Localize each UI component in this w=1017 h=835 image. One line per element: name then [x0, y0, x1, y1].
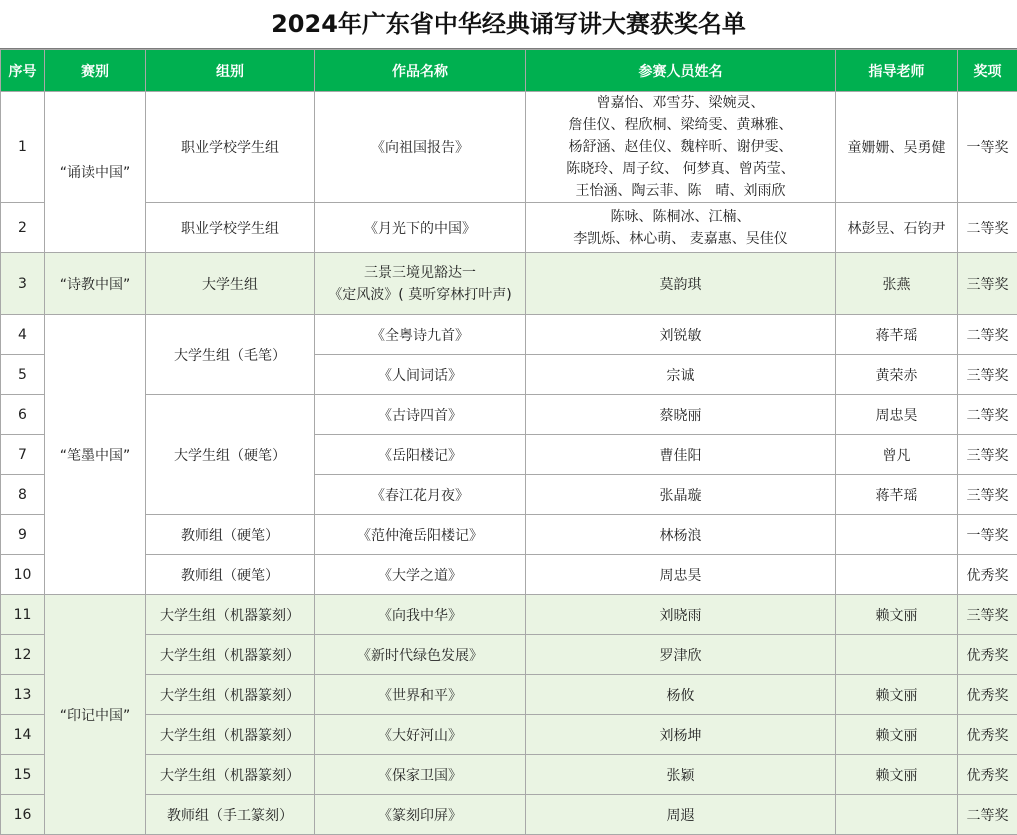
- table-row: [1, 715, 1017, 755]
- cell-teacher: [836, 515, 958, 555]
- name-line: 王怡涵、陶云菲、陈 晴、刘雨欣: [526, 180, 835, 202]
- cell-names: 张颖: [526, 755, 836, 795]
- table-row: [1, 795, 1017, 835]
- cell-work: 《范仲淹岳阳楼记》: [315, 515, 526, 555]
- cell-teacher: 曾凡: [836, 435, 958, 475]
- cell-award: 优秀奖: [958, 675, 1017, 715]
- cell-teacher: 林彭昱、石钧尹: [836, 203, 958, 253]
- cell-teacher: [836, 635, 958, 675]
- cell-names: 曹佳阳: [526, 435, 836, 475]
- cell-no: 14: [1, 715, 45, 755]
- cell-no: 11: [1, 595, 45, 635]
- cell-teacher: 赖文丽: [836, 755, 958, 795]
- table-row: [1, 315, 1017, 355]
- cell-award: 优秀奖: [958, 555, 1017, 595]
- cell-work: 《月光下的中国》: [315, 203, 526, 253]
- cell-work: 《向我中华》: [315, 595, 526, 635]
- header-group: 组别: [146, 50, 315, 92]
- table-row: [1, 675, 1017, 715]
- cell-category: “笔墨中国”: [45, 315, 146, 595]
- cell-names: [526, 92, 836, 203]
- name-line: 陈咏、陈桐冰、江楠、: [526, 206, 835, 228]
- page-title: 2024年广东省中华经典诵写讲大赛获奖名单: [0, 0, 1017, 49]
- cell-award: 二等奖: [958, 315, 1017, 355]
- header-category: 赛别: [45, 50, 146, 92]
- cell-no: 9: [1, 515, 45, 555]
- cell-no: 4: [1, 315, 45, 355]
- cell-work: 《岳阳楼记》: [315, 435, 526, 475]
- header-names: 参赛人员姓名: [526, 50, 836, 92]
- cell-names: 刘杨坤: [526, 715, 836, 755]
- work-line: 《定风波》( 莫听穿林打叶声): [315, 284, 525, 306]
- cell-work: 《人间词话》: [315, 355, 526, 395]
- cell-work: [315, 253, 526, 315]
- cell-group: 大学生组（机器篆刻）: [146, 675, 315, 715]
- cell-work: 《大学之道》: [315, 555, 526, 595]
- cell-group: 教师组（手工篆刻）: [146, 795, 315, 835]
- header-award: 奖项: [958, 50, 1017, 92]
- cell-teacher: 张燕: [836, 253, 958, 315]
- cell-names: 张晶璇: [526, 475, 836, 515]
- name-line: 陈晓玲、周子纹、 何梦真、曾芮莹、: [526, 158, 835, 180]
- cell-names: 林杨浪: [526, 515, 836, 555]
- cell-no: 16: [1, 795, 45, 835]
- table-row: [1, 635, 1017, 675]
- cell-teacher: 赖文丽: [836, 675, 958, 715]
- cell-category: “印记中国”: [45, 595, 146, 835]
- cell-group: 大学生组: [146, 253, 315, 315]
- cell-no: 8: [1, 475, 45, 515]
- cell-group: 大学生组（硬笔）: [146, 395, 315, 515]
- cell-no: 15: [1, 755, 45, 795]
- cell-work: 《向祖国报告》: [315, 92, 526, 203]
- cell-group: 职业学校学生组: [146, 203, 315, 253]
- cell-award: 二等奖: [958, 203, 1017, 253]
- cell-no: 1: [1, 92, 45, 203]
- table-row: [1, 555, 1017, 595]
- cell-award: 一等奖: [958, 515, 1017, 555]
- name-line: 詹佳仪、程欣桐、梁绮雯、黄琳雅、: [526, 114, 835, 136]
- cell-names: 周遐: [526, 795, 836, 835]
- header-work: 作品名称: [315, 50, 526, 92]
- cell-teacher: [836, 795, 958, 835]
- cell-group: 教师组（硬笔）: [146, 555, 315, 595]
- cell-award: 优秀奖: [958, 755, 1017, 795]
- table-row: [1, 595, 1017, 635]
- cell-work: 《大好河山》: [315, 715, 526, 755]
- name-line: 杨舒涵、赵佳仪、魏梓昕、谢伊雯、: [526, 136, 835, 158]
- cell-group: 大学生组（机器篆刻）: [146, 715, 315, 755]
- table-row: [1, 92, 1017, 203]
- cell-no: 3: [1, 253, 45, 315]
- cell-award: 一等奖: [958, 92, 1017, 203]
- table-row: [1, 515, 1017, 555]
- cell-names: 蔡晓丽: [526, 395, 836, 435]
- cell-no: 10: [1, 555, 45, 595]
- cell-no: 2: [1, 203, 45, 253]
- cell-award: 优秀奖: [958, 715, 1017, 755]
- cell-names: 刘锐敏: [526, 315, 836, 355]
- table-row: [1, 755, 1017, 795]
- table-row: [1, 253, 1017, 315]
- cell-teacher: 周忠昊: [836, 395, 958, 435]
- cell-group: 大学生组（机器篆刻）: [146, 635, 315, 675]
- cell-teacher: 蒋芊瑶: [836, 475, 958, 515]
- cell-work: 《新时代绿色发展》: [315, 635, 526, 675]
- cell-names: 莫韵琪: [526, 253, 836, 315]
- cell-category: “诵读中国”: [45, 92, 146, 253]
- cell-names: 周忠昊: [526, 555, 836, 595]
- cell-group: 职业学校学生组: [146, 92, 315, 203]
- cell-teacher: 黄荣赤: [836, 355, 958, 395]
- table-header-row: [1, 50, 1017, 92]
- cell-award: 三等奖: [958, 355, 1017, 395]
- cell-names: 杨攸: [526, 675, 836, 715]
- cell-award: 三等奖: [958, 475, 1017, 515]
- cell-award: 三等奖: [958, 435, 1017, 475]
- name-line: 曾嘉怡、邓雪芬、梁婉灵、: [526, 92, 835, 114]
- cell-work: 《春江花月夜》: [315, 475, 526, 515]
- cell-award: 三等奖: [958, 253, 1017, 315]
- cell-category: “诗教中国”: [45, 253, 146, 315]
- cell-no: 7: [1, 435, 45, 475]
- cell-group: 教师组（硬笔）: [146, 515, 315, 555]
- cell-no: 13: [1, 675, 45, 715]
- cell-teacher: 赖文丽: [836, 715, 958, 755]
- cell-teacher: [836, 555, 958, 595]
- cell-no: 5: [1, 355, 45, 395]
- name-line: 李凯烁、林心萌、 麦嘉惠、吴佳仪: [526, 228, 835, 250]
- cell-award: 二等奖: [958, 795, 1017, 835]
- table-row: [1, 395, 1017, 435]
- cell-names: 罗津欣: [526, 635, 836, 675]
- award-table: [0, 49, 1017, 835]
- header-teacher: 指导老师: [836, 50, 958, 92]
- cell-no: 6: [1, 395, 45, 435]
- cell-work: 《古诗四首》: [315, 395, 526, 435]
- cell-work: 《保家卫国》: [315, 755, 526, 795]
- cell-teacher: 童姗姗、吴勇健: [836, 92, 958, 203]
- cell-work: 《全粤诗九首》: [315, 315, 526, 355]
- cell-names: 刘晓雨: [526, 595, 836, 635]
- cell-work: 《篆刻印屏》: [315, 795, 526, 835]
- cell-group: 大学生组（机器篆刻）: [146, 595, 315, 635]
- header-no: 序号: [1, 50, 45, 92]
- cell-group: 大学生组（毛笔）: [146, 315, 315, 395]
- cell-group: 大学生组（机器篆刻）: [146, 755, 315, 795]
- cell-award: 三等奖: [958, 595, 1017, 635]
- work-line: 三景三境见豁达一: [315, 262, 525, 284]
- cell-names: [526, 203, 836, 253]
- cell-names: 宗诚: [526, 355, 836, 395]
- cell-teacher: 蒋芊瑶: [836, 315, 958, 355]
- cell-work: 《世界和平》: [315, 675, 526, 715]
- cell-award: 二等奖: [958, 395, 1017, 435]
- cell-teacher: 赖文丽: [836, 595, 958, 635]
- cell-award: 优秀奖: [958, 635, 1017, 675]
- cell-no: 12: [1, 635, 45, 675]
- table-row: [1, 203, 1017, 253]
